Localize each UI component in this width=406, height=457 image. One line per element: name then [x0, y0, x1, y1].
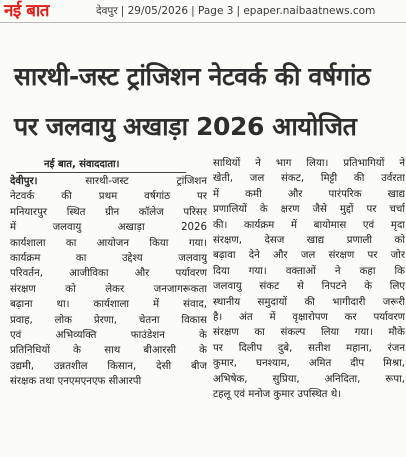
page-number: Page 3: [198, 5, 234, 17]
article-line: अभिषेक, सुप्रिया, अनिदिता, रूपा,: [213, 373, 405, 385]
article-line: प्रतिनिधियों के साथ बीआरसी के: [10, 345, 207, 357]
article-line: कार्यक्रम का उद्देश्य जलवायु: [10, 253, 207, 265]
byline: नई बात, संवाददाता।: [44, 159, 120, 170]
epaper-site: epaper.naibaatnews.com: [243, 5, 376, 17]
masthead-bar: [0, 0, 406, 23]
edition-date: 29/05/2026: [127, 5, 189, 17]
article-line: पर दिलीप दुबे, सतीश महाना, रंजन: [213, 342, 405, 354]
article-line: जलवायु संकट से निपटने के लिए: [213, 281, 405, 293]
article-line: खेती, जल संकट, मिट्टी की उर्वरता: [213, 173, 405, 185]
edition-info: देवपुर | 29/05/2026 | Page 3 | epaper.naibaatnews.com: [96, 5, 376, 17]
article-line: नेटवर्क की प्रथम वर्षगांठ पर: [10, 191, 207, 203]
article-line: एवं अभिव्यक्ति फाउंडेशन के: [10, 330, 207, 342]
byline-rule: [16, 172, 186, 173]
headline-line-1: सारथी-जस्ट ट्रांजिशन नेटवर्क की वर्षगांठ: [14, 62, 371, 91]
dateline: देवीपुर।: [10, 176, 38, 187]
article-line: संरक्षक तथा एनएमएनएफ सीआरपी: [10, 376, 142, 388]
article-line: कुमार, घनश्याम, अमित दीप मिश्रा,: [213, 358, 405, 370]
article-line: देवीपुर। सारथी-जस्ट ट्रांजिशन: [10, 176, 207, 187]
article-line: दिया गया। वक्ताओं ने कहा कि: [213, 265, 405, 277]
article-line: प्रवाह, लोक प्रेरणा, चेतना विकास: [10, 314, 207, 326]
article-line: संरक्षण का संकल्प लिया गया। मौके: [213, 327, 405, 339]
edition-place: देवपुर: [96, 5, 118, 17]
article-line: परिवर्तन, आजीविका और पर्यावरण: [10, 268, 207, 280]
article-right-column: [213, 156, 405, 403]
article-line: बढ़ावा देने और जल संरक्षण पर जोर: [213, 250, 405, 262]
article-line: कार्यशाला का आयोजन किया गया।: [10, 237, 207, 249]
article-line: में कमी और पारंपरिक खाद्य: [213, 188, 405, 200]
article-line: में जलवायु अखाड़ा 2026: [10, 222, 207, 234]
article-line: मनियारपुर स्थित ग्रीन कॉलेज परिसर: [10, 206, 207, 218]
article-line: उद्यमी, उन्नतशील किसान, देसी बीज: [10, 360, 207, 372]
article-line: बढ़ाना था। कार्यशाला में संवाद,: [10, 299, 207, 311]
article-line: प्रणालियों के क्षरण जैसे मुद्दों पर चर्चा: [213, 204, 405, 216]
article-line: स्थानीय समुदायों की भागीदारी जरूरी: [213, 296, 405, 308]
article-line: संरक्षण, देसज खाद्य प्रणाली को: [213, 235, 405, 247]
article-line: संरक्षण को लेकर जनजागरूकता: [10, 283, 207, 295]
article-line: टहलू एवं मनोज कुमार उपस्थित थे।: [213, 389, 342, 401]
article-left-column: [10, 174, 207, 390]
article-line: है। अंत में वृक्षारोपण कर पर्यावरण: [213, 312, 405, 324]
newspaper-logo: नई बात: [4, 1, 50, 21]
headline-line-2: पर जलवायु अखाड़ा 2026 आयोजित: [14, 112, 357, 141]
article-line: साथियों ने भाग लिया। प्रतिभागियों ने: [213, 158, 405, 169]
article-line: की। कार्यक्रम में बायोमास एवं मृदा: [213, 219, 405, 231]
